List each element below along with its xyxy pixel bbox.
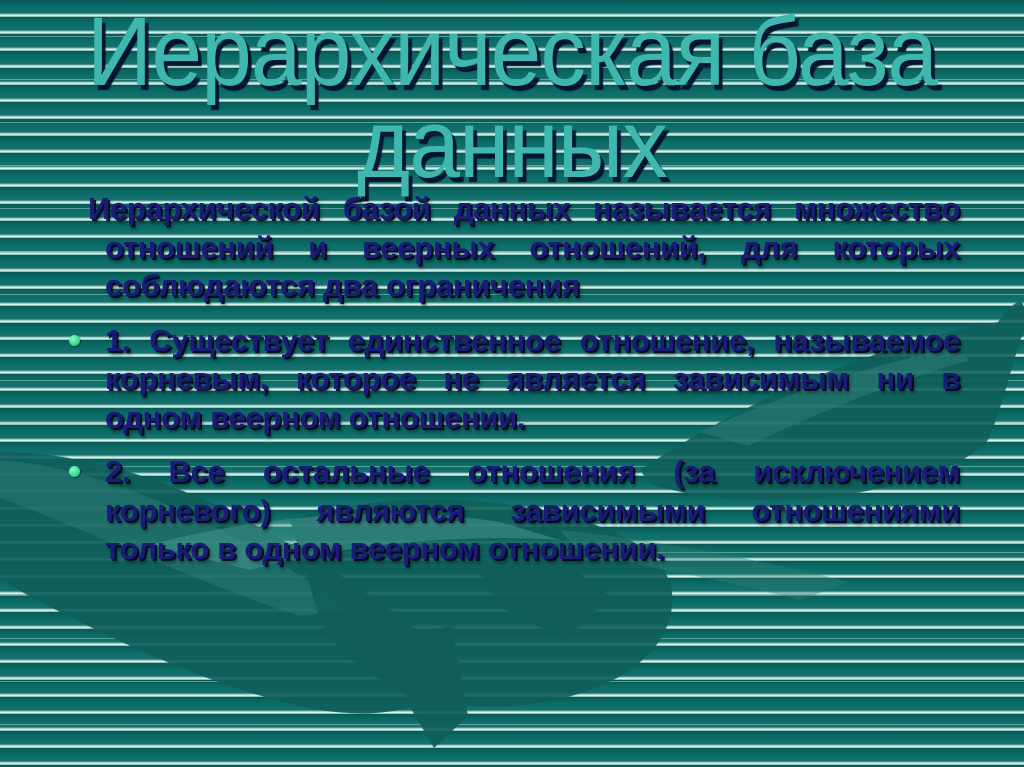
bullet1-line-1: 1. Существует единственное отношение, называемое: [105, 322, 960, 358]
intro-paragraph: [60, 190, 960, 306]
bullet-dot-icon: [69, 466, 80, 477]
bullet2-line-2: корневого) являются зависимыми отношениями: [105, 492, 960, 528]
bullet2-line-1: 2. Все остальные отношения (за исключением: [105, 454, 960, 489]
intro-line-2: отношений и веерных отношений, для которых: [105, 229, 960, 265]
intro-line-1: Иерархической базой данных называется множество: [88, 191, 960, 226]
bullet-list: [60, 322, 960, 569]
slide-body: [60, 190, 960, 585]
slide-title-line1: Иерархическая база: [86, 0, 938, 106]
intro-line-3: соблюдаются два ограничения: [105, 268, 580, 303]
bullet-item-2: [60, 453, 960, 569]
slide-title: [0, 0, 1024, 198]
bullet-dot-icon: [69, 335, 80, 346]
slide-title-line2: данных: [356, 89, 668, 198]
bullet1-line-3: одном веерном отношении.: [105, 399, 526, 435]
bullet1-line-2: корневым, которое не является зависимым ни в: [105, 361, 960, 396]
bullet2-line-3: только в одном веерном отношении.: [105, 531, 665, 566]
bullet-item-1: [60, 322, 960, 438]
